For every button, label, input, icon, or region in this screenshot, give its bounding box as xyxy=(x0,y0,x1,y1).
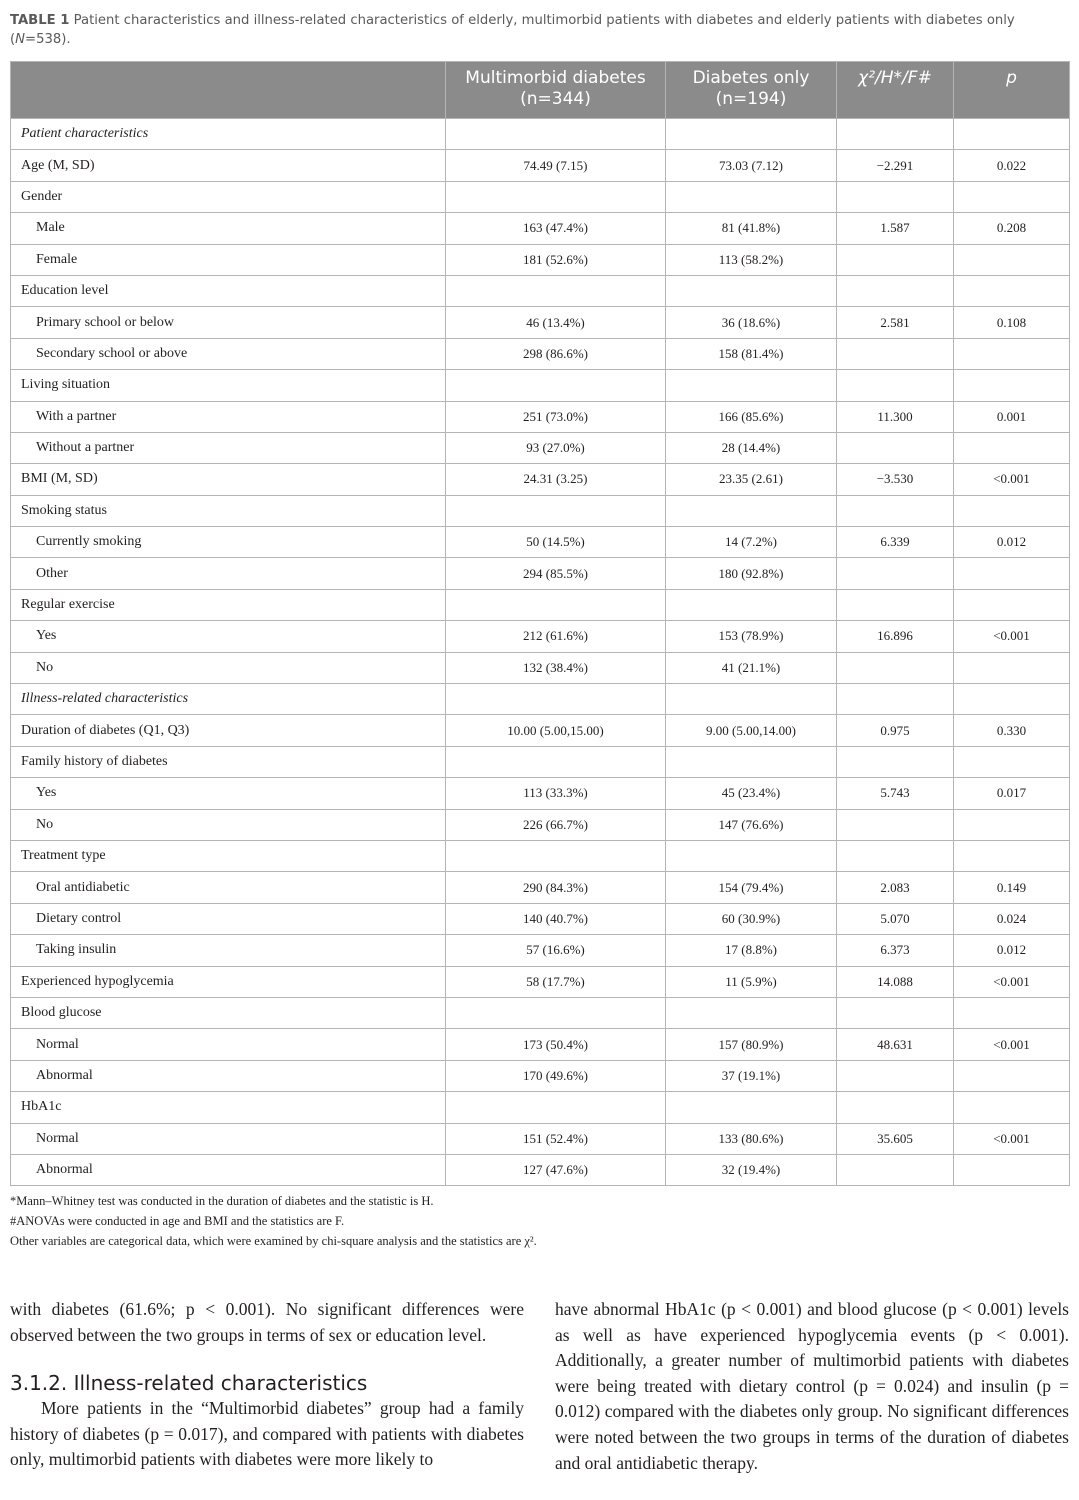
footnote-anova: #ANOVAs were conducted in age and BMI and the statistics are F. xyxy=(10,1214,345,1228)
cell-p-value xyxy=(954,684,1070,715)
cell-multimorbid: 74.49 (7.15) xyxy=(446,150,666,181)
cell-diabetes-only: 60 (30.9%) xyxy=(666,903,837,934)
cell-multimorbid: 57 (16.6%) xyxy=(446,935,666,966)
cell-multimorbid: 10.00 (5.00,15.00) xyxy=(446,715,666,746)
cell-statistic: 11.300 xyxy=(837,401,954,432)
cell-multimorbid xyxy=(446,181,666,212)
cell-p-value xyxy=(954,558,1070,589)
cell-diabetes-only: 36 (18.6%) xyxy=(666,307,837,338)
cell-p-value: 0.208 xyxy=(954,213,1070,244)
row-label: Living situation xyxy=(11,370,446,401)
row-label: Family history of diabetes xyxy=(11,746,446,777)
cell-diabetes-only: 133 (80.6%) xyxy=(666,1123,837,1154)
cell-statistic: 2.581 xyxy=(837,307,954,338)
caption-text-a: Patient characteristics and illness-related characteristics of elderly, multimorbid patients with diabetes and elderly patients with diabetes only ( xyxy=(10,13,1015,47)
cell-multimorbid: 226 (66.7%) xyxy=(446,809,666,840)
table-caption xyxy=(10,11,1070,49)
table-row xyxy=(11,903,1070,934)
cell-statistic: 2.083 xyxy=(837,872,954,903)
cell-diabetes-only xyxy=(666,119,837,150)
cell-diabetes-only: 73.03 (7.12) xyxy=(666,150,837,181)
cell-diabetes-only xyxy=(666,684,837,715)
cell-p-value xyxy=(954,1092,1070,1123)
cell-p-value xyxy=(954,809,1070,840)
cell-statistic xyxy=(837,1092,954,1123)
table-row xyxy=(11,1092,1070,1123)
cell-multimorbid: 58 (17.7%) xyxy=(446,966,666,997)
header-statistic: χ²/H*/F# xyxy=(837,62,954,119)
cell-p-value: <0.001 xyxy=(954,1029,1070,1060)
cell-statistic xyxy=(837,684,954,715)
cell-statistic xyxy=(837,1060,954,1091)
cell-statistic: 1.587 xyxy=(837,213,954,244)
cell-multimorbid xyxy=(446,746,666,777)
cell-diabetes-only: 147 (76.6%) xyxy=(666,809,837,840)
cell-p-value: <0.001 xyxy=(954,621,1070,652)
row-label: Duration of diabetes (Q1, Q3) xyxy=(11,715,446,746)
cell-multimorbid: 294 (85.5%) xyxy=(446,558,666,589)
table-row xyxy=(11,589,1070,620)
row-label: Normal xyxy=(11,1123,446,1154)
cell-statistic xyxy=(837,432,954,463)
cell-statistic xyxy=(837,181,954,212)
cell-statistic: 6.339 xyxy=(837,527,954,558)
table-row xyxy=(11,1029,1070,1060)
cell-multimorbid: 50 (14.5%) xyxy=(446,527,666,558)
cell-diabetes-only: 153 (78.9%) xyxy=(666,621,837,652)
row-label: Without a partner xyxy=(11,432,446,463)
body-paragraph: have abnormal HbA1c (p < 0.001) and blood glucose (p < 0.001) levels as well as have experienced hypoglycemia events (p < 0.001). Additionally, a greater number of multimorbid patients with diabetes were being treated with dietary control (p = 0.024) and insulin (p = 0.012) compared with the diabetes only group. No significant differences were noted between the two groups in terms of the duration of diabetes and oral antidiabetic therapy. xyxy=(555,1299,1069,1473)
table-row xyxy=(11,401,1070,432)
table-header-row xyxy=(11,62,1070,119)
row-label: Oral antidiabetic xyxy=(11,872,446,903)
cell-p-value xyxy=(954,338,1070,369)
cell-statistic xyxy=(837,652,954,683)
cell-multimorbid: 298 (86.6%) xyxy=(446,338,666,369)
table-row xyxy=(11,809,1070,840)
cell-p-value xyxy=(954,652,1070,683)
table-row xyxy=(11,558,1070,589)
cell-multimorbid: 24.31 (3.25) xyxy=(446,464,666,495)
characteristics-table xyxy=(10,61,1070,1186)
cell-statistic xyxy=(837,244,954,275)
row-label: Blood glucose xyxy=(11,997,446,1028)
cell-multimorbid xyxy=(446,1092,666,1123)
table-row xyxy=(11,495,1070,526)
cell-diabetes-only: 166 (85.6%) xyxy=(666,401,837,432)
row-label: Abnormal xyxy=(11,1154,446,1185)
header-multimorbid-title: Multimorbid diabetes xyxy=(465,68,646,88)
table-row xyxy=(11,872,1070,903)
cell-multimorbid: 113 (33.3%) xyxy=(446,778,666,809)
header-characteristic xyxy=(11,62,446,119)
header-multimorbid xyxy=(446,62,666,119)
cell-multimorbid xyxy=(446,495,666,526)
row-label: Dietary control xyxy=(11,903,446,934)
table-row xyxy=(11,119,1070,150)
cell-diabetes-only: 14 (7.2%) xyxy=(666,527,837,558)
row-label: Education level xyxy=(11,275,446,306)
cell-multimorbid: 170 (49.6%) xyxy=(446,1060,666,1091)
cell-multimorbid xyxy=(446,370,666,401)
cell-multimorbid: 163 (47.4%) xyxy=(446,213,666,244)
table-row xyxy=(11,1154,1070,1185)
cell-diabetes-only xyxy=(666,275,837,306)
row-label: Secondary school or above xyxy=(11,338,446,369)
footnote-chi-square: Other variables are categorical data, which were examined by chi-square analysis and the statistics are χ². xyxy=(10,1234,537,1248)
cell-diabetes-only xyxy=(666,746,837,777)
row-label: Yes xyxy=(11,778,446,809)
cell-statistic xyxy=(837,809,954,840)
cell-diabetes-only xyxy=(666,589,837,620)
cell-diabetes-only: 9.00 (5.00,14.00) xyxy=(666,715,837,746)
cell-multimorbid: 132 (38.4%) xyxy=(446,652,666,683)
cell-diabetes-only xyxy=(666,840,837,871)
row-label: Treatment type xyxy=(11,840,446,871)
cell-p-value: 0.012 xyxy=(954,935,1070,966)
cell-p-value: <0.001 xyxy=(954,966,1070,997)
cell-p-value: <0.001 xyxy=(954,1123,1070,1154)
cell-diabetes-only: 41 (21.1%) xyxy=(666,652,837,683)
row-label: Primary school or below xyxy=(11,307,446,338)
row-label: Normal xyxy=(11,1029,446,1060)
cell-multimorbid: 151 (52.4%) xyxy=(446,1123,666,1154)
cell-statistic: 35.605 xyxy=(837,1123,954,1154)
caption-text-b: =538). xyxy=(25,32,71,47)
cell-statistic: 0.975 xyxy=(837,715,954,746)
cell-multimorbid: 251 (73.0%) xyxy=(446,401,666,432)
table-row xyxy=(11,213,1070,244)
cell-p-value: 0.017 xyxy=(954,778,1070,809)
row-label: Taking insulin xyxy=(11,935,446,966)
table-row xyxy=(11,684,1070,715)
cell-p-value xyxy=(954,1154,1070,1185)
cell-multimorbid: 127 (47.6%) xyxy=(446,1154,666,1185)
cell-diabetes-only: 45 (23.4%) xyxy=(666,778,837,809)
cell-diabetes-only xyxy=(666,1092,837,1123)
table-row xyxy=(11,746,1070,777)
cell-p-value: 0.108 xyxy=(954,307,1070,338)
cell-statistic: 6.373 xyxy=(837,935,954,966)
table-row xyxy=(11,715,1070,746)
cell-statistic xyxy=(837,746,954,777)
cell-statistic xyxy=(837,840,954,871)
body-column-left xyxy=(10,1297,524,1473)
row-label: Currently smoking xyxy=(11,527,446,558)
footnote-mann-whitney: *Mann–Whitney test was conducted in the duration of diabetes and the statistic is H. xyxy=(10,1194,434,1208)
cell-p-value xyxy=(954,997,1070,1028)
table-row xyxy=(11,275,1070,306)
row-label: HbA1c xyxy=(11,1092,446,1123)
cell-p-value xyxy=(954,119,1070,150)
row-label: Smoking status xyxy=(11,495,446,526)
cell-diabetes-only xyxy=(666,181,837,212)
cell-statistic xyxy=(837,558,954,589)
cell-diabetes-only: 158 (81.4%) xyxy=(666,338,837,369)
table-footnotes xyxy=(10,1191,1070,1251)
row-label: No xyxy=(11,809,446,840)
row-label: Regular exercise xyxy=(11,589,446,620)
cell-statistic xyxy=(837,275,954,306)
cell-p-value xyxy=(954,1060,1070,1091)
cell-statistic: −2.291 xyxy=(837,150,954,181)
cell-diabetes-only: 11 (5.9%) xyxy=(666,966,837,997)
cell-statistic xyxy=(837,370,954,401)
cell-statistic xyxy=(837,589,954,620)
table-row xyxy=(11,778,1070,809)
cell-p-value: <0.001 xyxy=(954,464,1070,495)
body-paragraph: with diabetes (61.6%; p < 0.001). No significant differences were observed between the two groups in terms of sex or education level. xyxy=(10,1299,524,1345)
body-column-right xyxy=(555,1297,1069,1476)
cell-diabetes-only xyxy=(666,495,837,526)
cell-p-value xyxy=(954,589,1070,620)
cell-statistic xyxy=(837,495,954,526)
table-row xyxy=(11,621,1070,652)
cell-statistic xyxy=(837,338,954,369)
cell-p-value: 0.024 xyxy=(954,903,1070,934)
cell-multimorbid: 181 (52.6%) xyxy=(446,244,666,275)
cell-p-value: 0.022 xyxy=(954,150,1070,181)
cell-p-value xyxy=(954,432,1070,463)
row-label: Age (M, SD) xyxy=(11,150,446,181)
cell-diabetes-only: 28 (14.4%) xyxy=(666,432,837,463)
table-row xyxy=(11,181,1070,212)
row-label: Yes xyxy=(11,621,446,652)
cell-multimorbid xyxy=(446,119,666,150)
cell-p-value xyxy=(954,840,1070,871)
header-multimorbid-n: (n=344) xyxy=(520,89,591,109)
cell-diabetes-only: 32 (19.4%) xyxy=(666,1154,837,1185)
cell-diabetes-only: 157 (80.9%) xyxy=(666,1029,837,1060)
cell-diabetes-only: 180 (92.8%) xyxy=(666,558,837,589)
cell-p-value xyxy=(954,746,1070,777)
cell-multimorbid: 173 (50.4%) xyxy=(446,1029,666,1060)
row-label: Illness-related characteristics xyxy=(11,684,446,715)
row-label: With a partner xyxy=(11,401,446,432)
table-row xyxy=(11,1060,1070,1091)
header-diabetes-only-n: (n=194) xyxy=(715,89,787,109)
cell-statistic: 5.070 xyxy=(837,903,954,934)
cell-p-value xyxy=(954,275,1070,306)
cell-multimorbid: 290 (84.3%) xyxy=(446,872,666,903)
cell-p-value xyxy=(954,181,1070,212)
cell-multimorbid xyxy=(446,840,666,871)
row-label: Patient characteristics xyxy=(11,119,446,150)
row-label: BMI (M, SD) xyxy=(11,464,446,495)
table-row xyxy=(11,244,1070,275)
cell-multimorbid xyxy=(446,684,666,715)
header-p-value: p xyxy=(954,62,1070,119)
row-label: Experienced hypoglycemia xyxy=(11,966,446,997)
cell-p-value: 0.012 xyxy=(954,527,1070,558)
cell-multimorbid: 93 (27.0%) xyxy=(446,432,666,463)
section-heading: 3.1.2. Illness-related characteristics xyxy=(10,1371,368,1396)
cell-multimorbid xyxy=(446,997,666,1028)
table-row xyxy=(11,307,1070,338)
cell-diabetes-only: 154 (79.4%) xyxy=(666,872,837,903)
cell-multimorbid xyxy=(446,589,666,620)
row-label: Male xyxy=(11,213,446,244)
row-label: Gender xyxy=(11,181,446,212)
cell-statistic xyxy=(837,1154,954,1185)
cell-diabetes-only xyxy=(666,997,837,1028)
row-label: Other xyxy=(11,558,446,589)
cell-multimorbid: 140 (40.7%) xyxy=(446,903,666,934)
table-row xyxy=(11,150,1070,181)
cell-p-value: 0.001 xyxy=(954,401,1070,432)
cell-statistic xyxy=(837,997,954,1028)
table-row xyxy=(11,997,1070,1028)
cell-multimorbid: 46 (13.4%) xyxy=(446,307,666,338)
body-paragraph: More patients in the “Multimorbid diabetes” group had a family history of diabetes (p = 0.017), and compared with patients with diabetes only, multimorbid patients with diabetes were more likely to xyxy=(10,1398,524,1470)
caption-n-label: N xyxy=(15,32,26,47)
cell-diabetes-only: 23.35 (2.61) xyxy=(666,464,837,495)
table-row xyxy=(11,1123,1070,1154)
cell-statistic xyxy=(837,119,954,150)
row-label: No xyxy=(11,652,446,683)
cell-p-value xyxy=(954,370,1070,401)
table-row xyxy=(11,432,1070,463)
cell-diabetes-only: 113 (58.2%) xyxy=(666,244,837,275)
table-row xyxy=(11,935,1070,966)
row-label: Abnormal xyxy=(11,1060,446,1091)
cell-statistic: 48.631 xyxy=(837,1029,954,1060)
table-row xyxy=(11,464,1070,495)
cell-diabetes-only xyxy=(666,370,837,401)
cell-statistic: −3.530 xyxy=(837,464,954,495)
cell-p-value: 0.330 xyxy=(954,715,1070,746)
cell-diabetes-only: 81 (41.8%) xyxy=(666,213,837,244)
header-diabetes-only xyxy=(666,62,837,119)
table-row xyxy=(11,527,1070,558)
cell-p-value: 0.149 xyxy=(954,872,1070,903)
cell-multimorbid: 212 (61.6%) xyxy=(446,621,666,652)
cell-statistic: 5.743 xyxy=(837,778,954,809)
header-diabetes-only-title: Diabetes only xyxy=(692,68,810,88)
table-row xyxy=(11,966,1070,997)
cell-p-value xyxy=(954,244,1070,275)
cell-diabetes-only: 37 (19.1%) xyxy=(666,1060,837,1091)
table-row xyxy=(11,338,1070,369)
table-label: TABLE 1 xyxy=(10,13,70,28)
cell-multimorbid xyxy=(446,275,666,306)
table-row xyxy=(11,652,1070,683)
row-label: Female xyxy=(11,244,446,275)
cell-statistic: 16.896 xyxy=(837,621,954,652)
cell-p-value xyxy=(954,495,1070,526)
cell-diabetes-only: 17 (8.8%) xyxy=(666,935,837,966)
table-row xyxy=(11,840,1070,871)
cell-statistic: 14.088 xyxy=(837,966,954,997)
table-row xyxy=(11,370,1070,401)
